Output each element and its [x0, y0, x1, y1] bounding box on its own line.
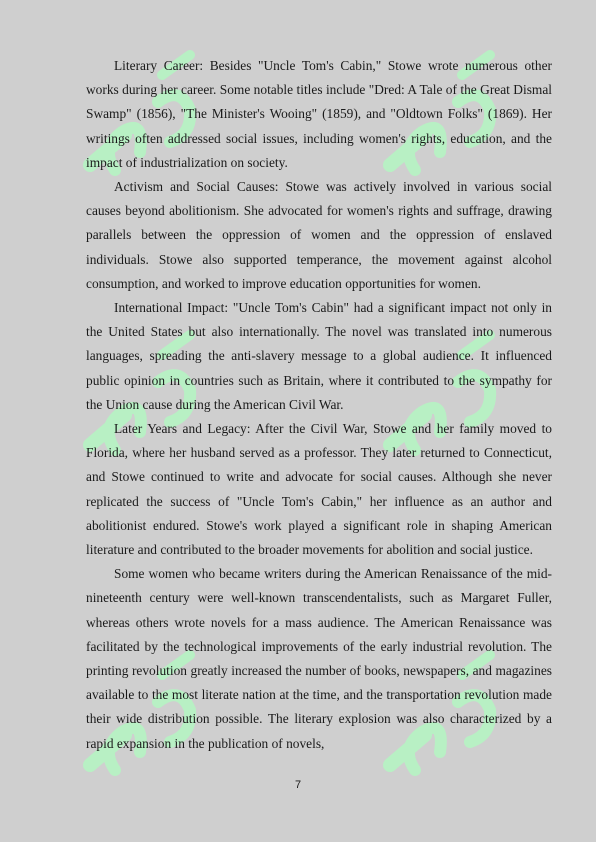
- paragraph-international-impact: International Impact: "Uncle Tom's Cabin" had a significant impact not only in the United States but also internationally. The novel was translated into numerous languages, spreading the anti-slavery message to a global audience. It influenced public opinion in countries such as Britain, where it contributed to the sympathy for the Union cause during the American Civil War.: [86, 300, 552, 412]
- paragraph-later-years: Later Years and Legacy: After the Civil War, Stowe and her family moved to Florida, where her husband served as a professor. They later returned to Connecticut, and Stowe continued to write and advocate for social causes. Although she never replicated the success of "Uncle Tom's Cabin," her influence as an author and abolitionist endured. Stowe's work played a significant role in shaping American literature and contributed to the broader movements for abolition and social justice.: [86, 421, 552, 558]
- paragraph-activism: Activism and Social Causes: Stowe was actively involved in various social causes beyond abolitionism. She advocated for women's rights and suffrage, drawing parallels between the oppression of women and the oppression of enslaved individuals. Stowe also supported temperance, the movement against alcohol consumption, and worked to improve education opportunities for women.: [86, 179, 552, 291]
- page-number: 7: [294, 779, 302, 791]
- document-body: [86, 54, 552, 756]
- paragraph-american-renaissance: Some women who became writers during the American Renaissance of the mid-nineteenth century were well-known transcendentalists, such as Margaret Fuller, whereas others wrote novels for a mass audience. The American Renaissance was facilitated by the technological improvements of the early industrial revolution. The printing revolution greatly increased the number of books, newspapers, and magazines available to the most literate nation at the time, and the transportation revolution made their wide distribution possible. The literary explosion was also characterized by a rapid expansion in the publication of novels,: [86, 566, 552, 751]
- paragraph-literary-career: Literary Career: Besides "Uncle Tom's Cabin," Stowe wrote numerous other works during her career. Some notable titles include "Dred: A Tale of the Great Dismal Swamp" (1856), "The Minister's Wooing" (1859), and "Oldtown Folks" (1869). Her writings often addressed social issues, including women's rights, education, and the impact of industrialization on society.: [86, 58, 552, 170]
